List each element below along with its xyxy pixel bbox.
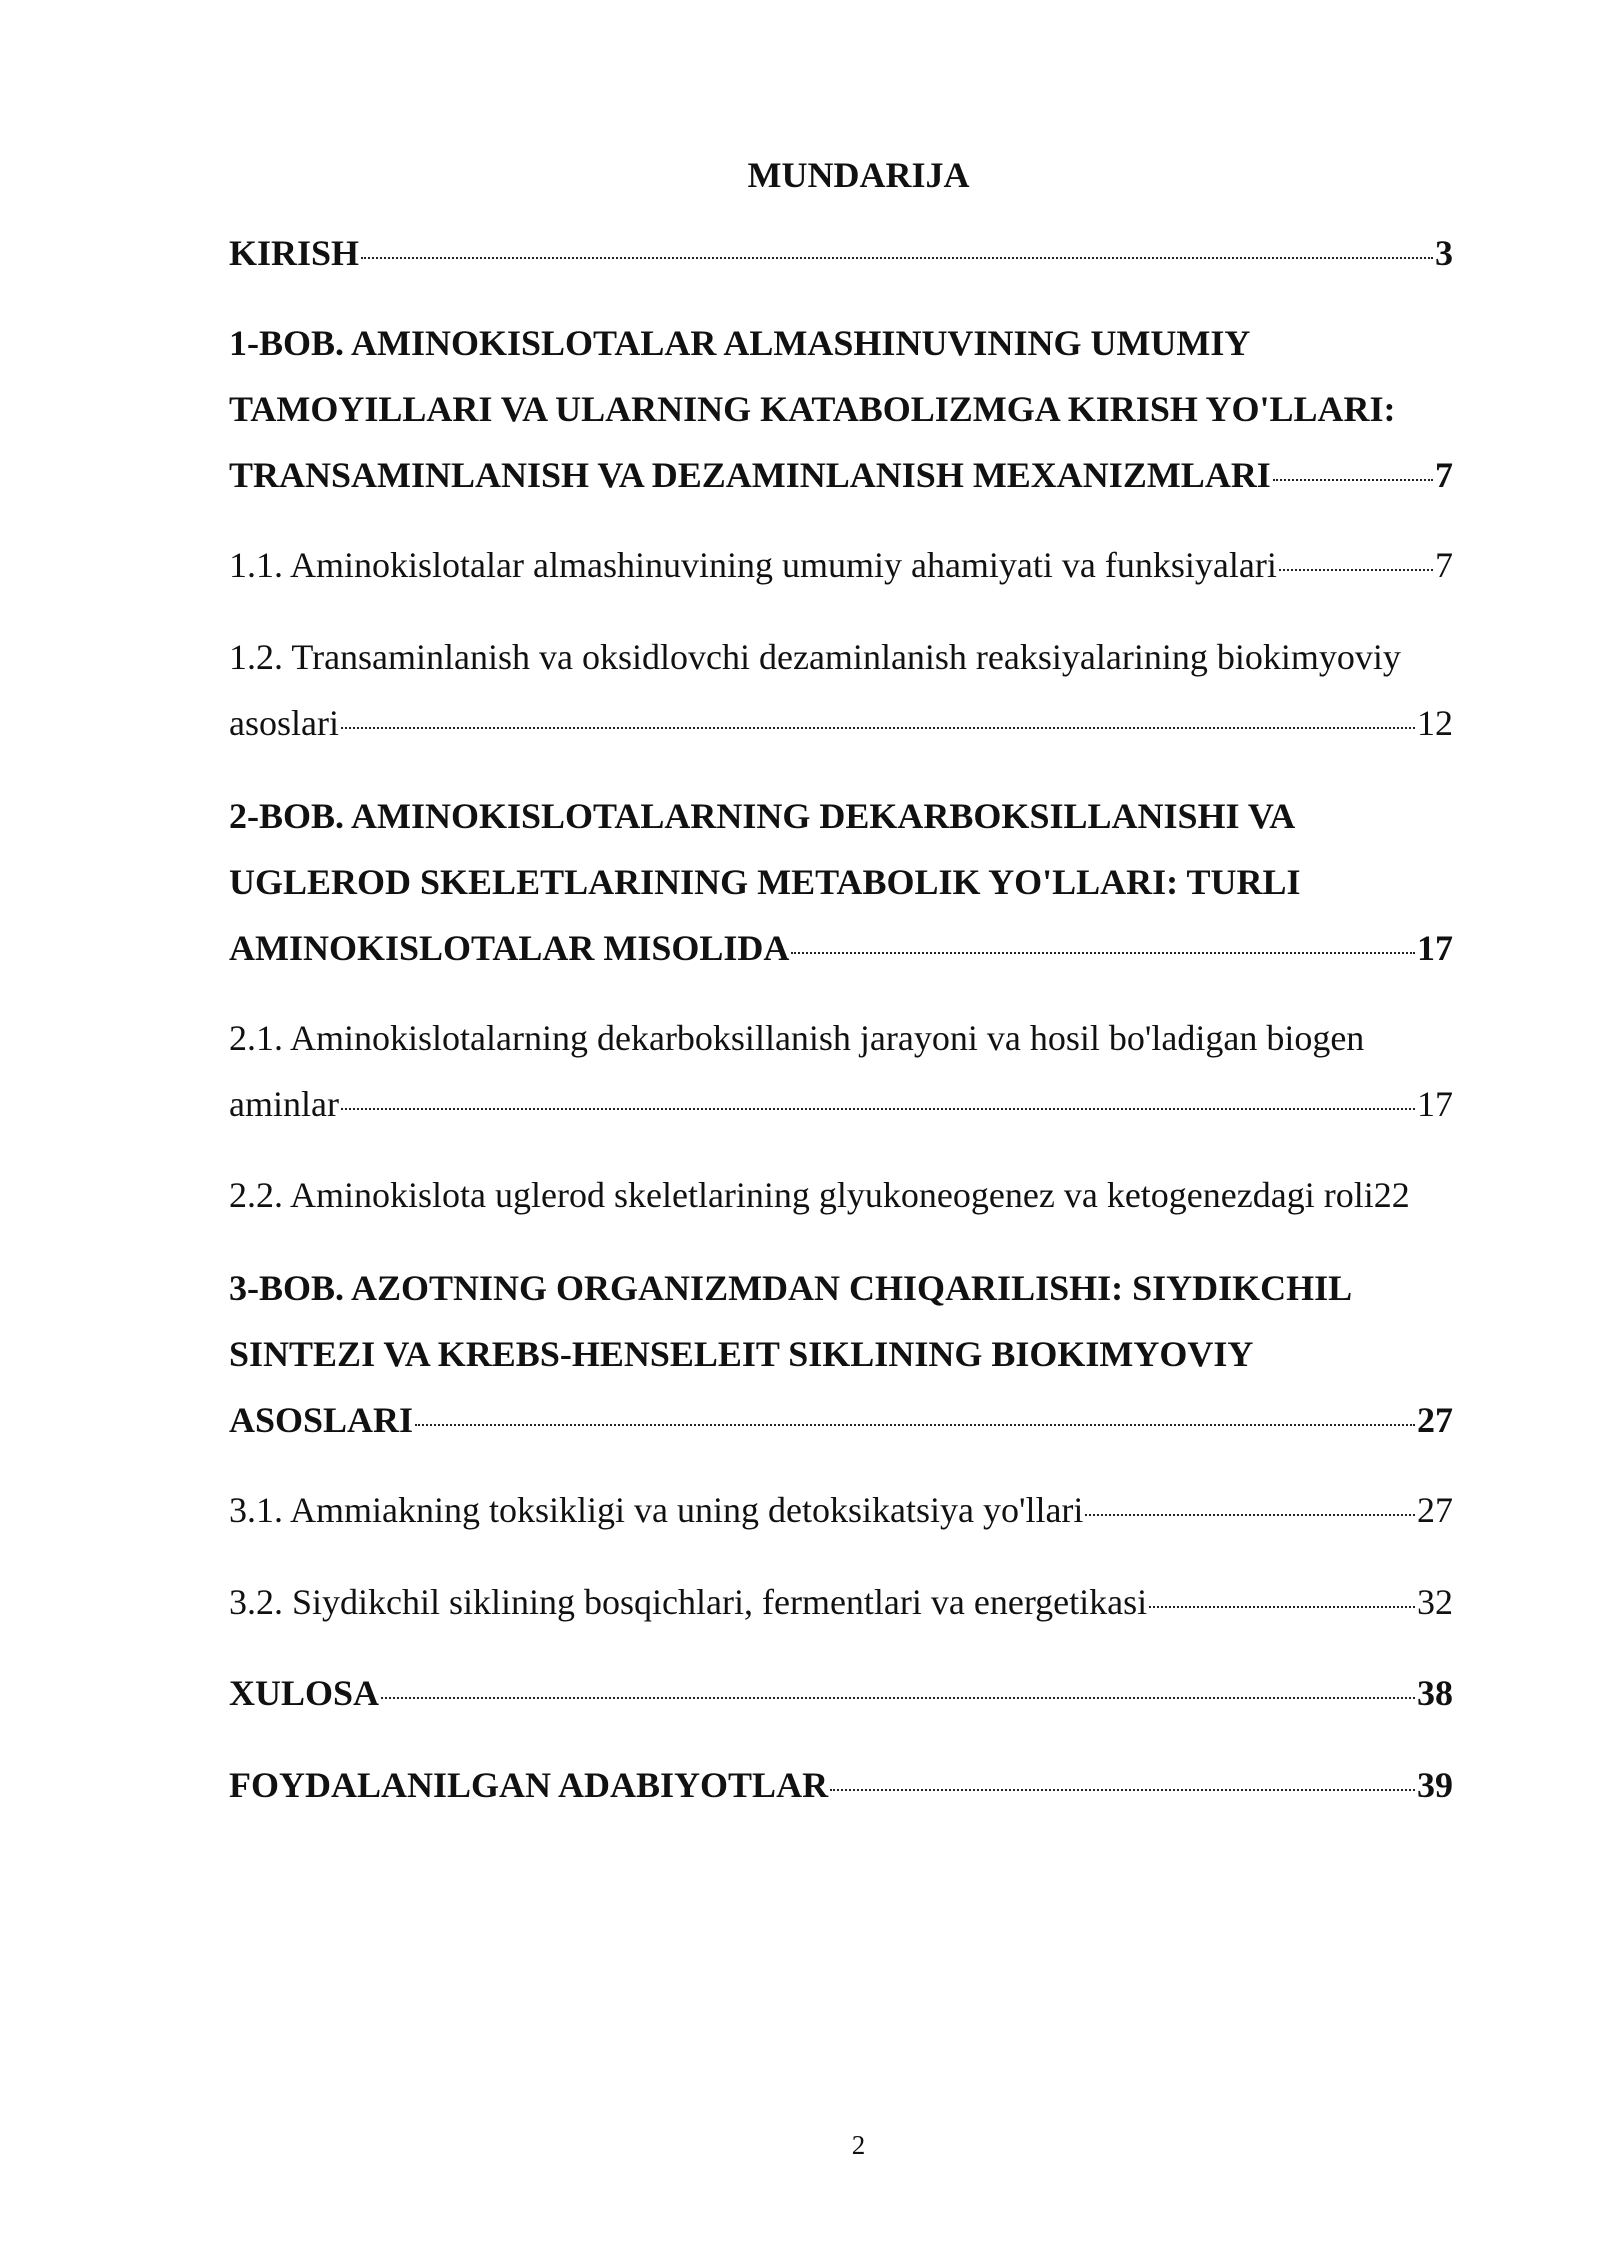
toc-entry-title: 3.1. Ammiakning toksikligi va uning detoksikatsiya yo'llari [229,1490,1084,1530]
toc-entry-chapter-3[interactable] [229,1255,1453,1453]
dot-leader [830,1789,1415,1791]
toc-entry-line: TAMOYILLARI VA ULARNING KATABOLIZMGA KIRISH YO'LLARI: [229,389,1396,429]
toc-entry-title: XULOSA [229,1673,380,1713]
dot-leader [791,952,1415,954]
dot-leader [381,1697,1415,1699]
toc-title: MUNDARIJA [747,155,970,195]
toc-page-number: 39 [1417,1765,1453,1805]
toc-entry-title: 1.1. Aminokislotalar almashinuvining umumiy ahamiyati va funksiyalari [229,545,1277,585]
toc-entry-section-3-1[interactable] [229,1477,1453,1543]
toc-entry-xulosa[interactable] [229,1660,1453,1726]
toc-entry-row [229,1752,1453,1818]
toc-page-number: 12 [1417,703,1453,743]
toc-page-number: 38 [1417,1673,1453,1713]
toc-page-number: 27 [1417,1400,1453,1440]
toc-entry-row [229,220,1453,286]
toc-entry-title: asoslari [229,703,339,743]
dot-leader [1273,479,1433,481]
toc-entry-title: TRANSAMINLANISH VA DEZAMINLANISH MEXANIZMLARI [229,455,1271,495]
toc-entry-line: 3-BOB. AZOTNING ORGANIZMDAN CHIQARILISHI: SIYDIKCHIL [229,1268,1353,1308]
toc-entry-section-1-2[interactable] [229,624,1453,756]
dot-leader [341,727,1415,729]
toc-entry-row [229,690,1453,756]
toc-entry-title: ASOSLARI [229,1400,414,1440]
toc-page-number: 17 [1417,1084,1453,1124]
toc-entry-line: 2-BOB. AMINOKISLOTALARNING DEKARBOKSILLANISHI VA [229,796,1296,836]
toc-entry-section-1-1[interactable] [229,532,1453,598]
toc-entry-title: FOYDALANILGAN ADABIYOTLAR [229,1765,829,1805]
toc-entry-row [229,442,1453,508]
toc-page-number: 22 [1373,1175,1410,1215]
toc-entry-section-2-1[interactable] [229,1005,1453,1137]
toc-entry-chapter-1[interactable] [229,310,1453,508]
toc-entry-chapter-2[interactable] [229,783,1453,981]
toc-entry-title: KIRISH [229,233,360,273]
dot-leader [1279,569,1433,571]
toc-entry-row [229,1477,1453,1543]
toc-entry-section-2-2[interactable] [229,1162,1453,1228]
toc-entry-line: UGLEROD SKELETLARINING METABOLIK YO'LLARI: TURLI [229,862,1301,902]
toc-page-number: 7 [1435,545,1453,585]
toc-entry-kirish[interactable] [229,220,1453,286]
toc-entry-line: 2.1. Aminokislotalarning dekarboksillanish jarayoni va hosil bo'ladigan biogen [229,1018,1365,1058]
toc-page-number: 7 [1435,455,1453,495]
toc-entry-line: SINTEZI VA KREBS-HENSELEIT SIKLINING BIOKIMYOVIY [229,1334,1254,1374]
toc-entry-row [229,915,1453,981]
toc-entry-adabiyotlar[interactable] [229,1752,1453,1818]
dot-leader [415,1424,1415,1426]
toc-entry-row [229,1569,1453,1635]
toc-entry-title: aminlar [229,1084,339,1124]
toc-entry-line: 1-BOB. AMINOKISLOTALAR ALMASHINUVINING UMUMIY [229,323,1251,363]
toc-entry-section-3-2[interactable] [229,1569,1453,1635]
toc-entry-line: 1.2. Transaminlanish va oksidlovchi dezaminlanish reaksiyalarining biokimyoviy [229,637,1401,677]
toc-entry-row [229,532,1453,598]
dot-leader [1149,1606,1415,1608]
dot-leader [341,1108,1415,1110]
page-number: 2 [851,2130,866,2160]
toc-entry-row [229,1660,1453,1726]
toc-page-number: 32 [1417,1582,1453,1622]
toc-entry-title: 3.2. Siydikchil siklining bosqichlari, fermentlari va energetikasi [229,1582,1148,1622]
dot-leader [361,257,1433,259]
dot-leader [1085,1514,1415,1516]
toc-page-number: 17 [1417,928,1453,968]
toc-entry-title: AMINOKISLOTALAR MISOLIDA [229,928,790,968]
toc-entry-title: 2.2. Aminokislota uglerod skeletlarining glyukoneogenez va ketogenezdagi roli [229,1175,1374,1215]
toc-entry-row [229,1387,1453,1453]
toc-page-number: 27 [1417,1490,1453,1530]
toc-entry-row [229,1162,1453,1228]
toc-page-number: 3 [1435,233,1453,273]
toc-entry-row [229,1071,1453,1137]
